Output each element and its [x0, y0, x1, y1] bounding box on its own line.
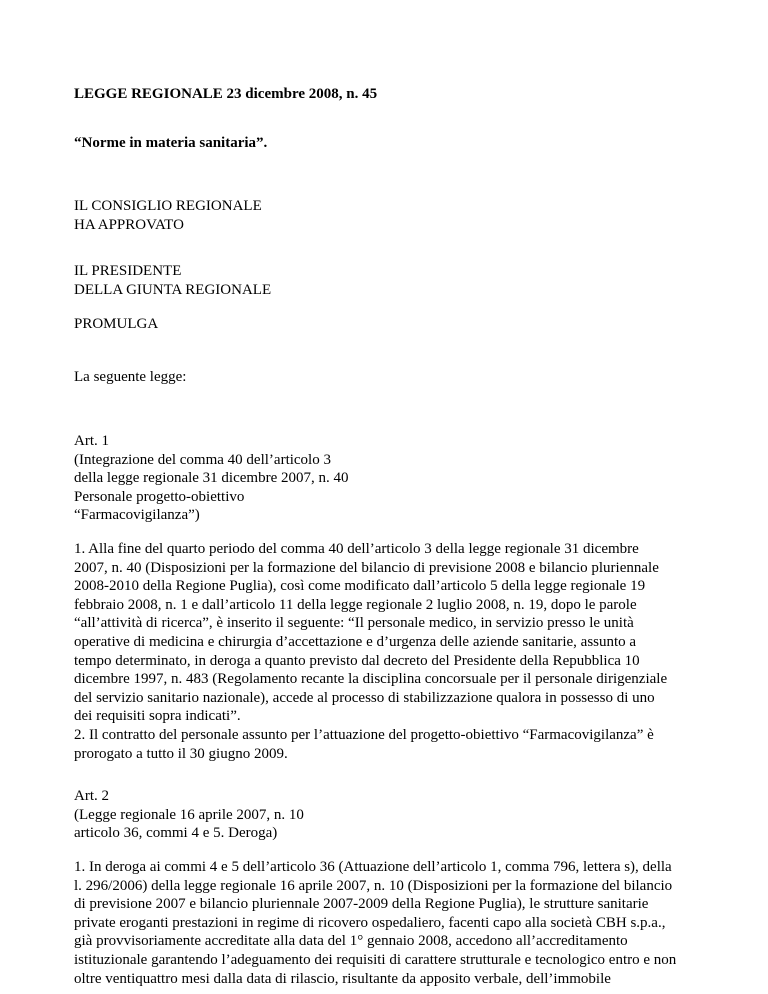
council-approval: IL CONSIGLIO REGIONALE HA APPROVATO: [74, 198, 262, 233]
art2-heading: Art. 2 (Legge regionale 16 aprile 2007, n. 10 articolo 36, commi 4 e 5. Deroga): [74, 788, 304, 842]
art1-paragraph-1: 1. Alla fine del quarto periodo del comma 40 dell’articolo 3 della legge regionale 31 dicembre 2007, n. 40 (Disposizioni per la formazione del bilancio di previsione 2008 e bilancio pluriennale 2008-2010 della Regione Puglia), così come modificato dall’articolo 5 della legge regionale 19 febbraio 2008, n. 1 e dall’articolo 11 della legge regionale 2 luglio 2008, n. 19, dopo le parole “all’attività di ricerca”, è inserito il seguente: “Il personale medico, in servizio presso le unità operative di medicina e chirurgia d’accettazione e d’urgenza delle aziende sanitarie, assunto a tempo determinato, in deroga a quanto previsto dal decreto del Presidente della Repubblica 10 dicembre 1997, n. 483 (Regolamento recante la disciplina concorsuale per il personale dirigenziale del servizio sanitario nazionale), accede al processo di stabilizzazione qualora in possesso di uno dei requisiti sopra indicati”. 2. Il contratto del personale assunto per l’attuazione del progetto-obiettivo “Farmacovigilanza” è prorogato a tutto il 30 giugno 2009.: [74, 541, 668, 762]
promulga-text: PROMULGA: [74, 316, 159, 332]
intro-text: La seguente legge:: [74, 369, 187, 385]
president-heading: IL PRESIDENTE DELLA GIUNTA REGIONALE: [74, 263, 272, 298]
law-subtitle: “Norme in materia sanitaria”.: [74, 135, 268, 151]
art2-paragraph-1: 1. In deroga ai commi 4 e 5 dell’articolo 36 (Attuazione dell’articolo 1, comma 796, lettera s), della l. 296/2006) della legge regionale 16 aprile 2007, n. 10 (Disposizioni per la formazione del bilancio di previsione 2007 e bilancio pluriennale 2007-2009 della Regione Puglia), le strutture sanitarie private eroganti prestazioni in regime di ricovero ospedaliero, facenti capo alla società CBH s.p.a., già provvisoriamente accreditate alla data del 1° gennaio 2008, accedono all’accreditamento istituzionale garantendo l’adeguamento dei requisiti di carattere strutturale e tecnologico entro e non oltre ventiquattro mesi dalla data di rilascio, risultante da apposito verbale, dell’immobile: [74, 859, 677, 987]
art1-heading: Art. 1 (Integrazione del comma 40 dell’articolo 3 della legge regionale 31 dicembre 2007, n. 40 Personale progetto-obiettivo “Farmacovigilanza”): [74, 433, 349, 524]
law-title: LEGGE REGIONALE 23 dicembre 2008, n. 45: [74, 86, 378, 102]
